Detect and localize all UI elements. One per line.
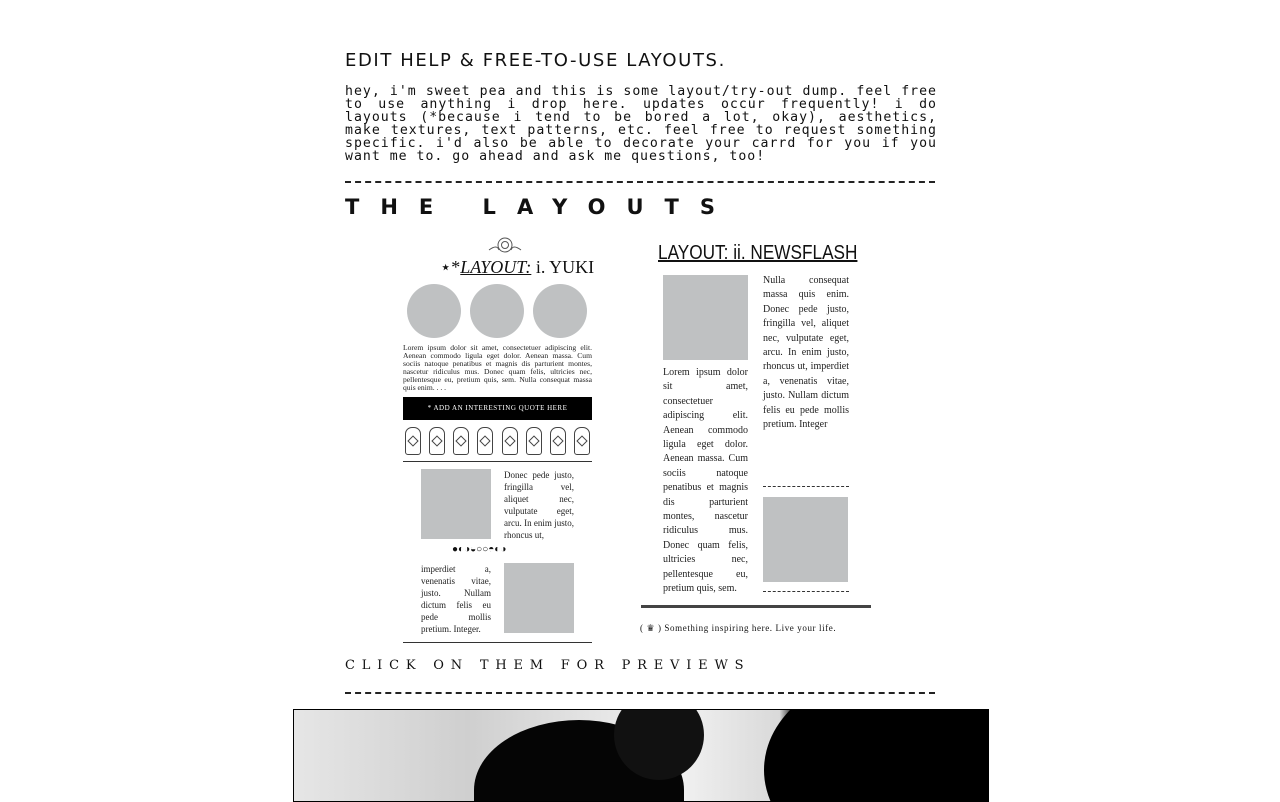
image-placeholder (421, 469, 491, 539)
rose-icon (485, 234, 525, 256)
circle-placeholder (470, 284, 524, 338)
image-placeholder (763, 497, 848, 582)
layout-yuki-title: ⋆*LAYOUT: i. YUKI (440, 257, 595, 277)
layout-yuki-lorem: Lorem ipsum dolor sit amet, consectetuer adipiscing elit. Aenean commodo ligula eget dolor. Aenean massa. Cum sociis natoque penatibus et magnis dis parturient montes, nascetur ridiculus mus. Donec quam felis, ultricies nec, pellentesque eu, pretium quis, sem. Nulla consequat massa quis enim. . . . (403, 343, 592, 392)
quote-bar: * ADD AN INTERESTING QUOTE HERE (403, 397, 592, 420)
image-placeholder (663, 275, 748, 360)
layout-yuki-preview[interactable] (400, 232, 595, 652)
banner-photo (293, 709, 989, 802)
page-title: EDIT HELP & FREE-TO-USE LAYOUTS. (345, 50, 726, 71)
divider (403, 642, 592, 643)
layout-yuki-text-left: imperdiet a, venenatis vitae, justo. Nullam dictum felis eu pede mollis pretium. Integer. (421, 564, 491, 634)
layout-newsflash-text-left: Lorem ipsum dolor sit amet, consectetuer adipiscing elit. Aenean commodo ligula eget dolor. Aenean massa. Cum sociis natoque penatibus et magnis dis parturient montes, nascetur ridiculus mus. Donec quam felis, ultricies nec, pellentesque eu, pretium quis, sem. (663, 367, 748, 595)
layout-newsflash-footer: ( ♛ ) Something inspiring here. Live your life. (640, 623, 837, 633)
divider-dashed (763, 591, 849, 592)
layout-newsflash-text-right: Nulla consequat massa quis enim. Donec pede justo, fringilla vel, aliquet nec, vulputate eget, arcu. In enim justo, rhoncus ut, imperdiet a, venenatis vitae, justo. Nullam dictum felis eu pede mollis pretium. Integer (763, 275, 849, 431)
circle-placeholder (533, 284, 587, 338)
intro-text: hey, i'm sweet pea and this is some layout/try-out dump. feel free to use anything i drop here. updates occur frequently! i do layouts (*because i tend to be bored a lot, okay), aesthetics, make textures, text patterns, etc. feel free to request something specific. i'd also be able to decorate your carrd for you if you want me to. go ahead and ask me questions, too! (345, 84, 937, 164)
image-placeholder (504, 563, 574, 633)
divider (403, 461, 592, 462)
divider-dashed (345, 181, 935, 183)
divider-thick (641, 605, 871, 608)
layout-yuki-text-right: Donec pede justo, fringilla vel, aliquet nec, vulputate eget, arcu. In enim justo, rhoncus ut, (504, 470, 574, 540)
previews-hint: CLICK ON THEM FOR PREVIEWS (345, 658, 751, 673)
circle-placeholder (407, 284, 461, 338)
ornament-row (405, 427, 590, 455)
divider-dashed (763, 486, 849, 487)
divider-dashed (345, 692, 935, 694)
layout-newsflash-title: LAYOUT: ii. NEWSFLASH (658, 242, 858, 264)
layouts-title: THE LAYOUTS (345, 195, 736, 219)
moon-phases: ●◐◑◒○○◓◐◑ (452, 544, 507, 555)
layout-newsflash-preview[interactable] (640, 238, 872, 638)
